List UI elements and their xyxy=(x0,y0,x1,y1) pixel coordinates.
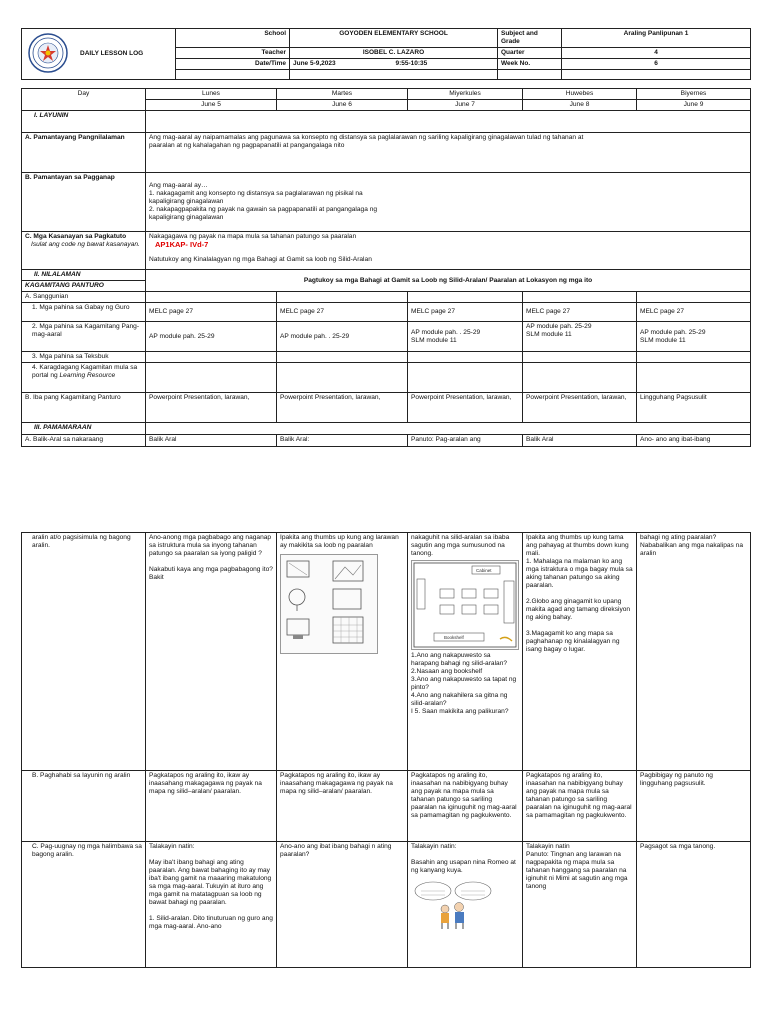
balik-aral-label: A. Balik-Aral sa nakaraang xyxy=(22,435,146,447)
day-date: June 7 xyxy=(408,100,523,111)
date-label: Date/Time xyxy=(176,59,290,70)
balik-aral-value: Ano- ano ang ibat-ibang xyxy=(637,435,751,447)
pamantayan-pagganap-text: Ang mag-aaral ay… 1. nakagagamit ang konsepto ng distansya sa paglalarawan ng pisikal na kapaligirang ginagalawan 2. nakapagpapakita ng payak na gawain sa pagpapanatili at pangangalaga ng kapaligirang ginagalawan xyxy=(146,173,751,232)
kagamitang-mag-aaral-value: AP module pah. 25-29 xyxy=(146,322,277,352)
balik-aral-content: bahagi ng ating paaralan? Nababalikan ang mga nakalipas na aralin xyxy=(637,533,751,771)
iba-pang-kagamitan-value: Powerpoint Presentation, larawan, xyxy=(277,393,408,423)
pag-uugnay-value: Talakayin natin: Basahin ang usapan nina Romeo at ng kanyang kuya. xyxy=(408,842,523,968)
kasanayan-text: Nakagagawa ng payak na mapa mula sa tahanan patungo sa paaralan xyxy=(149,233,357,240)
balik-aral-value: Panuto: Pag-aralan ang xyxy=(408,435,523,447)
date-time-cell xyxy=(290,59,498,70)
pag-uugnay-label: C. Pag-uugnay ng mga halimbawa sa bagong aralin. xyxy=(22,842,146,968)
kasanayan-sublabel: Isulat ang code ng bawat kasanayan. xyxy=(31,241,140,248)
balik-aral-value: Balik Aral xyxy=(146,435,277,447)
day-name: Lunes xyxy=(146,89,277,100)
balik-aral-content: nakaguhit na silid-aralan sa ibaba sagutin ang mga sumusunod na tanong. Cabinet Bookshelf 1.Ano ang nakapuwesto sa harapang bahagi ng silid-aralan? 2.Nasaan ang bookshelf 3.Ano ang nakapuwesto sa tapat ng pinto? 4.Ano ang nakahilera sa gitna ng silid-aralan? I 5. Saan makikita ang palikuran? xyxy=(408,533,523,771)
karagdagang-kagamitan-label: 4. Karagdagang Kagamitan mula sa portal ng Learning Resource xyxy=(22,363,146,393)
classroom-plan-illustration xyxy=(411,560,519,650)
day-name: Martes xyxy=(277,89,408,100)
school-value: GOYODEN ELEMENTARY SCHOOL xyxy=(290,29,498,48)
day-name: Biyernes xyxy=(637,89,751,100)
balik-aral-value: Balik Aral xyxy=(523,435,637,447)
iba-pang-kagamitan-value: Powerpoint Presentation, larawan, xyxy=(146,393,277,423)
pag-uugnay-value: Talakayin natin Panuto: Tingnan ang larawan na nagpapakita ng mapa mula sa tahanan hanggang sa paaralan na iginuhit ni Mimi at sagutin ang mga tanong xyxy=(523,842,637,968)
pag-uugnay-value: Ano-ano ang ibat ibang bahagi n ating paaralan? xyxy=(277,842,408,968)
pamantayan-pagganap-label: B. Pamantayan sa Pagganap xyxy=(22,173,146,232)
gabay-guro-value: MELC page 27 xyxy=(408,303,523,322)
plan-cabinet-label: Cabinet xyxy=(476,568,492,573)
teacher-value: ISOBEL C. LAZARO xyxy=(290,48,498,59)
balik-aral-content: Ipakita ang thumbs up kung tama ang pahayag at thumbs down kung mali. 1. Mahalaga na malaman ko ang mga istraktura o mga bagay mula sa aking tahanan patungo sa aking paaralan. 2.Globo ang ginagamit ko upang makita agad ang tamang direksiyon ng aking bahay. 3.Magagamit ko ang mapa sa paghahanap ng kinalalagyan ng isang bagay o lugar. xyxy=(523,533,637,771)
gabay-guro-value: MELC page 27 xyxy=(637,303,751,322)
sanggunian-label: A. Sanggunian xyxy=(22,292,146,303)
day-date: June 6 xyxy=(277,100,408,111)
kagamitang-mag-aaral-value: AP module pah. . 25-29 SLM module 11 xyxy=(408,322,523,352)
day-date: June 9 xyxy=(637,100,751,111)
kasanayan-text-cell xyxy=(146,232,751,270)
paghahabi-value: Pagkatapos ng araling ito, inaasahan na nabibigyang buhay ang payak na mapa mula sa tahanan patungo sa sariling paaralan na iginuguhit ng mag-aaral sa pamamagitan ng pagkukwento. xyxy=(523,771,637,842)
iba-pang-kagamitan-value: Powerpoint Presentation, larawan, xyxy=(523,393,637,423)
day-date: June 8 xyxy=(523,100,637,111)
time-value: 9:55-10:35 xyxy=(395,60,428,67)
paghahabi-label: B. Paghahabi sa layunin ng aralin xyxy=(22,771,146,842)
kagamitang-mag-aaral-value: AP module pah. . 25-29 xyxy=(277,322,408,352)
iba-pang-kagamitan-label: B. Iba pang Kagamitang Panturo xyxy=(22,393,146,423)
conversation-illustration xyxy=(411,879,495,931)
paghahabi-value: Pagkatapos ng araling ito, ikaw ay inaasahang makagagawa ng payak na mapa ng silid–aralan/ paaralan. xyxy=(277,771,408,842)
gabay-guro-value: MELC page 27 xyxy=(146,303,277,322)
kasanayan-code: AP1KAP- IVd-7 xyxy=(155,240,209,249)
week-label: Week No. xyxy=(498,59,562,70)
kasanayan-label-cell xyxy=(22,232,146,270)
iba-pang-kagamitan-value: Powerpoint Presentation, larawan, xyxy=(408,393,523,423)
teksbuk-label: 3. Mga pahina sa Teksbuk xyxy=(22,352,146,363)
kagamitang-mag-aaral-value: AP module pah. 25-29 SLM module 11 xyxy=(523,322,637,352)
pag-uugnay-value: Talakayin natin: May iba't ibang bahagi ang ating paaralan. Ang bawat bahaging ito ay may iba't ibang gamit na maaaring makatulong sa mga mag-aaral. Tukuyin at ituro ang mga gamit na matatagpuan sa loob ng bawat bahagi ng paaralan. 1. Silid-aralan. Dito tinuturuan ng guro ang mga mag-aaral. Ano-ano xyxy=(146,842,277,968)
kagamitang-mag-aaral-label: 2. Mga pahina sa Kagamitang Pang-mag-aaral xyxy=(22,322,146,352)
paghahabi-value: Pagkatapos ng araling ito, inaasahan na nabibigyang buhay ang payak na mapa mula sa tahanan patungo sa sariling paaralan na iginuguhit ng mag-aaral sa pamamagitan ng pagkukwento. xyxy=(408,771,523,842)
paghahabi-value: Pagkatapos ng araling ito, ikaw ay inaasahang makagagawa ng payak na mapa ng silid–aralan/ paaralan. xyxy=(146,771,277,842)
gabay-guro-value: MELC page 27 xyxy=(523,303,637,322)
gabay-guro-label: 1. Mga pahina sa Gabay ng Guro xyxy=(22,303,146,322)
balik-aral-content: Ano-anong mga pagbabago ang naganap sa istruktura mula sa inyong tahanan patungo sa paaralan sa iyong paligid ? Nakabuti kaya ang mga pagbabagong ito? Bakit xyxy=(146,533,277,771)
gabay-guro-value: MELC page 27 xyxy=(277,303,408,322)
balik-aral-label-cont: aralin at/o pagsisimula ng bagong aralin. xyxy=(22,533,146,771)
kagamitang-topic: Pagtukoy sa mga Bahagi at Gamit sa Loob ng Silid-Aralan/ Paaralan at Lokasyon ng mga ito xyxy=(146,270,751,292)
header-table xyxy=(21,28,751,80)
lesson-table-part2 xyxy=(21,532,751,968)
nilalaman-text: Natutukoy ang Kinalalagyan ng mga Bahagi at Gamit sa loob ng Silid-Aralan xyxy=(149,256,372,263)
lesson-table-part1 xyxy=(21,88,751,447)
paghahabi-value: Pagbibigay ng panuto ng lingguhang pagsusulit. xyxy=(637,771,751,842)
iba-pang-kagamitan-value: Lingguhang Pagsusulit xyxy=(637,393,751,423)
log-title: DAILY LESSON LOG xyxy=(22,29,176,80)
school-objects-illustration xyxy=(280,554,378,654)
teacher-label: Teacher xyxy=(176,48,290,59)
balik-aral-content: Ipakita ang thumbs up kung ang larawan ay makikita sa loob ng paaralan xyxy=(277,533,408,771)
day-name: Miyerkules xyxy=(408,89,523,100)
section-layunin: I. LAYUNIN xyxy=(22,111,146,133)
quarter-label: Quarter xyxy=(498,48,562,59)
plan-bookshelf-label: Bookshelf xyxy=(444,635,464,640)
kasanayan-label: C. Mga Kasanayan sa Pagkatuto xyxy=(25,233,127,240)
date-value: June 5-9,2023 xyxy=(293,60,336,67)
section-nilalaman: II. NILALAMAN xyxy=(22,270,146,281)
pamantayang-pangnilalaman-label: A. Pamantayang Pangnilalaman xyxy=(22,133,146,173)
classroom-questions: 1.Ano ang nakapuwesto sa harapang bahagi ng silid-aralan? 2.Nasaan ang bookshelf 3.Ano ang nakapuwesto sa tapat ng pinto? 4.Ano ang nakahilera sa gitna ng silid-aralan? I 5. Saan makikita ang palikuran? xyxy=(411,652,517,715)
kagamitang-mag-aaral-value: AP module pah. 25-29 SLM module 11 xyxy=(637,322,751,352)
day-name: Huwebes xyxy=(523,89,637,100)
pag-uugnay-value: Pagsagot sa mga tanong. xyxy=(637,842,751,968)
pamantayang-pangnilalaman-text: Ang mag-aaral ay naipamamalas ang pagunawa sa konsepto ng distansya sa paglalarawan ng sariling kapaligirang ginagalawan tulad ng tahanan at paaralan at ng kahalagahan ng pagpapanatili at pangangalaga nito xyxy=(146,133,751,173)
week-value: 6 xyxy=(562,59,751,70)
section-kagamitang-panturo: KAGAMITANG PANTURO xyxy=(22,281,146,292)
day-date: June 5 xyxy=(146,100,277,111)
school-label: School xyxy=(176,29,290,48)
quarter-value: 4 xyxy=(562,48,751,59)
subject-value: Araling Panlipunan 1 xyxy=(562,29,751,48)
section-pamamaraan: III. PAMAMARAAN xyxy=(22,423,146,435)
balik-aral-value: Balik Aral: xyxy=(277,435,408,447)
day-label: Day xyxy=(22,89,146,111)
subject-label: Subject and Grade xyxy=(498,29,562,48)
